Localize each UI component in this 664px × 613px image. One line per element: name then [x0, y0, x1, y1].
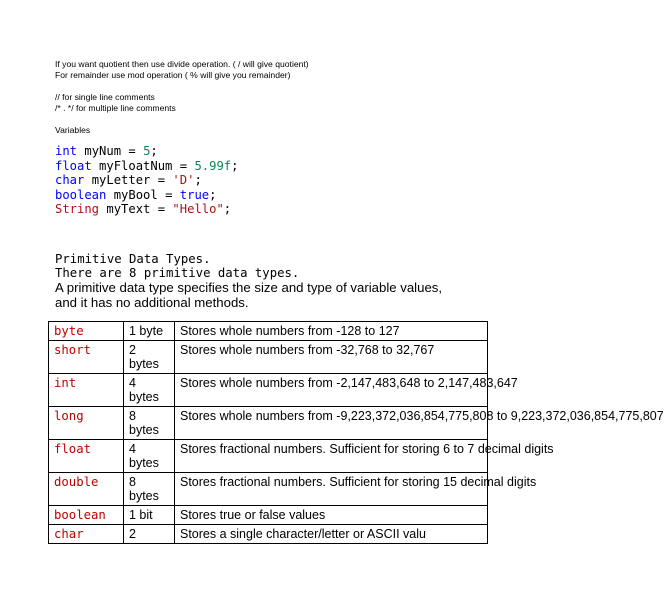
- table-row: [49, 525, 488, 544]
- table-row: [49, 341, 488, 374]
- code-line: [55, 159, 238, 174]
- table-cell-desc: Stores whole numbers from -2,147,483,648 to 2,147,483,647: [175, 374, 488, 407]
- code-token-name: myLetter: [84, 173, 158, 188]
- table-cell-type: long: [49, 407, 124, 440]
- primitive-description: A primitive data type specifies the size and type of variable values, and it has no additional methods.: [55, 280, 443, 310]
- table-cell-desc: Stores true or false values: [175, 506, 488, 525]
- code-token-value: 'D': [172, 173, 195, 188]
- primitive-count: There are 8 primitive data types.: [55, 266, 300, 280]
- note-quotient: If you want quotient then use divide operation. ( / will give quotient): [55, 59, 309, 69]
- code-token-type: String: [55, 202, 100, 217]
- table-cell-type: float: [49, 440, 124, 473]
- code-token-type: boolean: [55, 187, 107, 202]
- note-variables: Variables: [55, 125, 91, 135]
- table-cell-size: 1 byte: [124, 322, 175, 341]
- code-line: [55, 173, 238, 188]
- code-token-end: ;: [223, 202, 232, 217]
- table-row: [49, 374, 488, 407]
- code-token-op: =: [179, 158, 195, 173]
- table-row: [49, 440, 488, 473]
- note-single-comment: // for single line comments: [55, 92, 155, 102]
- table-cell-desc: Stores whole numbers from -9,223,372,036,854,775,808 to 9,223,372,036,854,775,807: [175, 407, 488, 440]
- code-token-end: ;: [231, 158, 239, 173]
- code-token-name: myNum: [77, 144, 129, 158]
- code-token-value: 5: [143, 144, 151, 158]
- table-cell-type: byte: [49, 322, 124, 341]
- table-cell-type: int: [49, 374, 124, 407]
- table-cell-size: 2 bytes: [124, 341, 175, 374]
- code-token-op: =: [165, 187, 180, 202]
- primitive-types-table: [48, 321, 664, 544]
- table-cell-type: double: [49, 473, 124, 506]
- code-line: [55, 188, 238, 203]
- table-cell-desc: Stores fractional numbers. Sufficient for storing 15 decimal digits: [175, 473, 488, 506]
- table-row: [49, 506, 488, 525]
- code-token-type: char: [55, 173, 85, 188]
- code-token-type: float: [55, 158, 92, 173]
- code-token-value: 5.99f: [194, 158, 232, 173]
- code-token-type: int: [55, 144, 78, 158]
- table-row: [49, 407, 488, 440]
- note-remainder: For remainder use mod operation ( % will give you remainder): [55, 70, 291, 80]
- table-cell-desc: Stores fractional numbers. Sufficient for storing 6 to 7 decimal digits: [175, 440, 488, 473]
- code-line: [55, 144, 238, 159]
- table-cell-type: char: [49, 525, 124, 544]
- table-cell-size: 4 bytes: [124, 374, 175, 407]
- code-token-value: "Hello": [172, 202, 224, 217]
- code-token-op: =: [157, 173, 173, 188]
- table-row: [49, 473, 488, 506]
- code-token-end: ;: [194, 173, 202, 188]
- table-cell-size: 1 bit: [124, 506, 175, 525]
- code-token-value: true: [179, 187, 210, 202]
- code-token-name: myFloatNum: [91, 158, 180, 173]
- table-cell-desc: Stores whole numbers from -32,768 to 32,767: [175, 341, 488, 374]
- table-row: [49, 322, 488, 341]
- code-token-op: =: [128, 144, 144, 158]
- table-cell-desc: Stores a single character/letter or ASCII valu: [175, 525, 488, 544]
- table-cell-size: 4 bytes: [124, 440, 175, 473]
- code-line: [55, 202, 238, 217]
- code-block: [55, 144, 238, 217]
- table-cell-size: 2: [124, 525, 175, 544]
- table-cell-type: short: [49, 341, 124, 374]
- code-token-name: myBool: [106, 187, 166, 202]
- code-token-op: =: [157, 202, 173, 217]
- table-cell-size: 8 bytes: [124, 473, 175, 506]
- primitive-heading: Primitive Data Types.: [55, 252, 211, 266]
- code-token-end: ;: [150, 144, 158, 158]
- table-cell-size: 8 bytes: [124, 407, 175, 440]
- code-token-end: ;: [209, 187, 217, 202]
- code-token-name: myText: [99, 202, 158, 217]
- note-multi-comment: /* . */ for multiple line comments: [55, 103, 176, 113]
- table-cell-type: boolean: [49, 506, 124, 525]
- table-cell-desc: Stores whole numbers from -128 to 127: [175, 322, 488, 341]
